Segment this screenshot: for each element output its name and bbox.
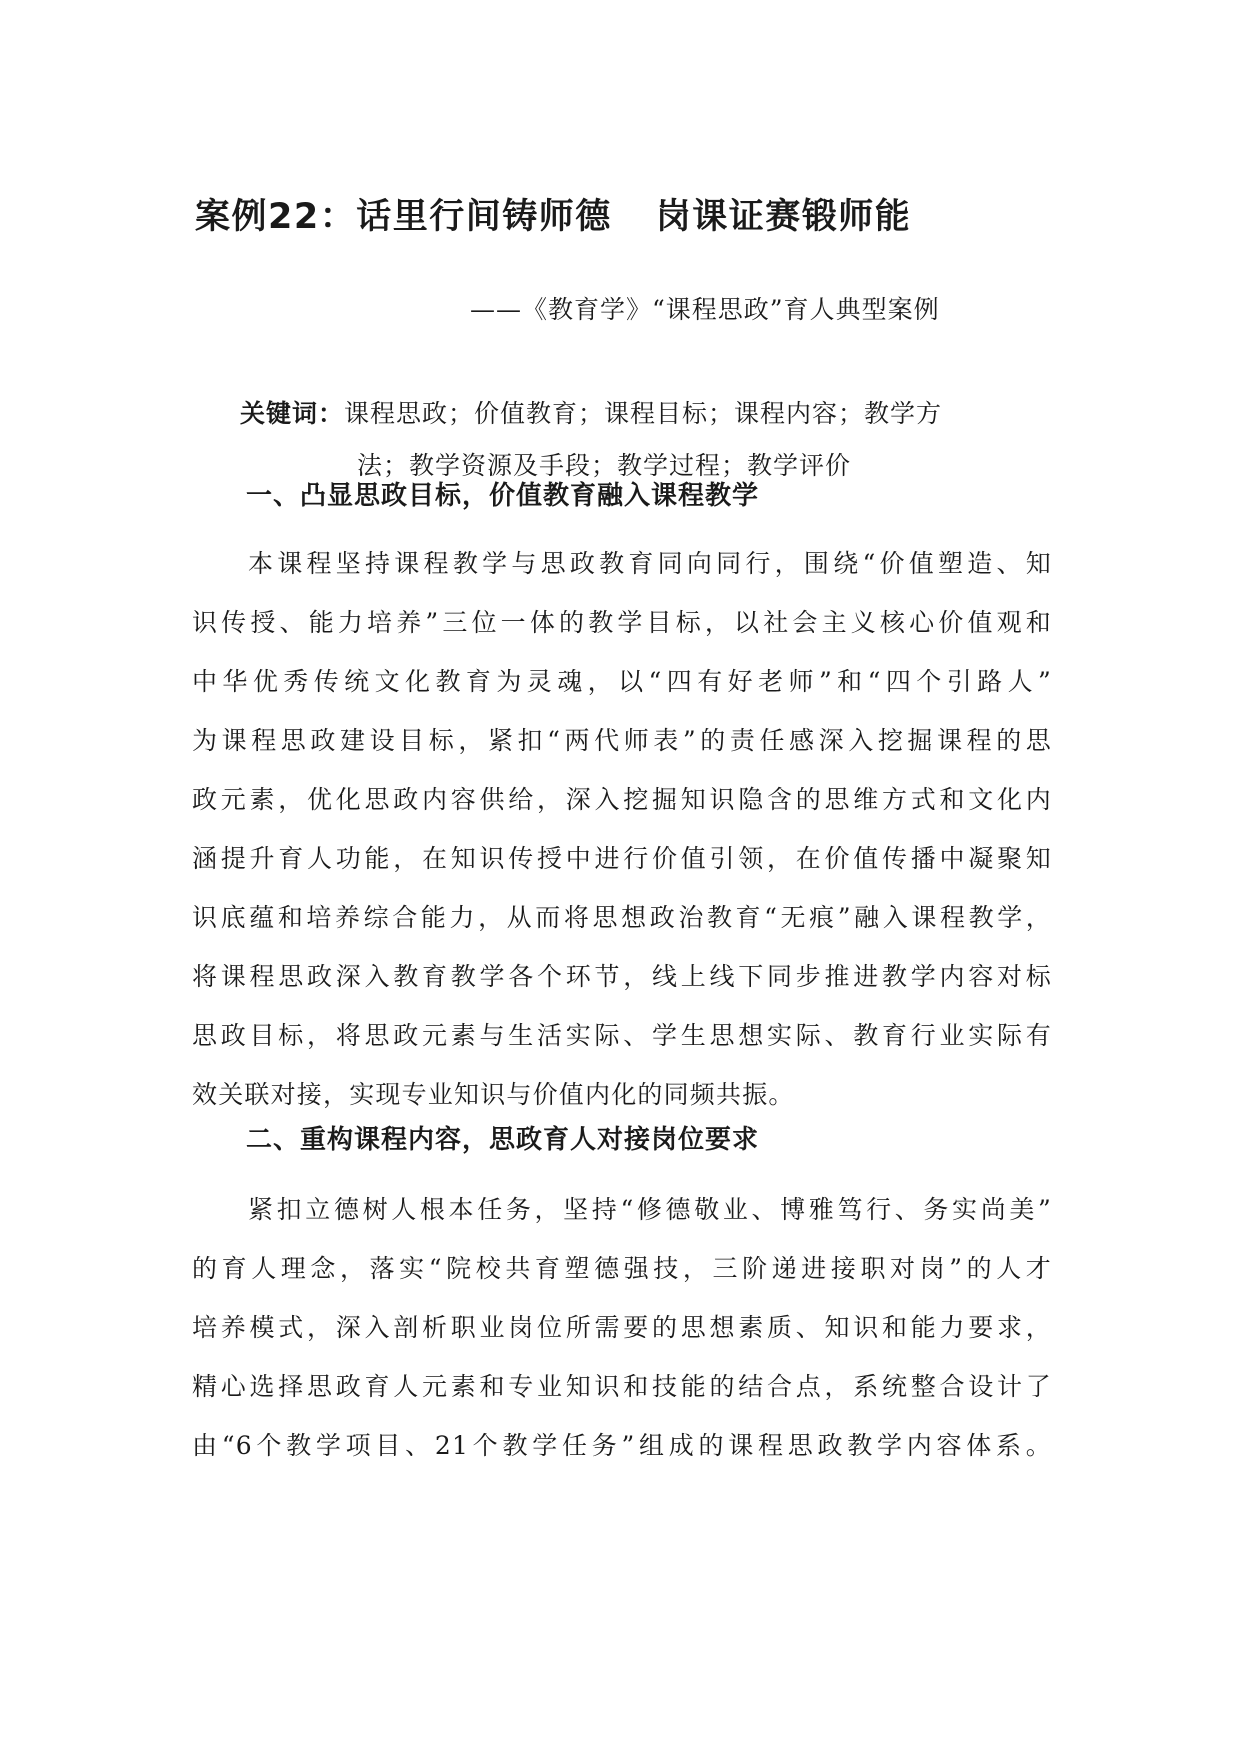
paragraph-line: 本课程坚持课程教学与思政教育同向同行，围绕“价值塑造、知 bbox=[248, 549, 1052, 578]
section-heading-1: 一、凸显思政目标，价值教育融入课程教学 bbox=[246, 481, 760, 511]
paragraph-line: 中华优秀传统文化教育为灵魂，以“四有好老师”和“四个引路人” bbox=[192, 667, 1052, 696]
section-heading-2: 二、重构课程内容，思政育人对接岗位要求 bbox=[246, 1125, 760, 1155]
keywords-line-1: 课程思政；价值教育；课程目标；课程内容；教学方 bbox=[344, 399, 943, 428]
section-paragraph-1 bbox=[192, 534, 1052, 1124]
section-paragraph-2 bbox=[192, 1180, 1052, 1475]
title-part-2: 岗课证赛锻师能 bbox=[655, 197, 912, 237]
paragraph-line: 紧扣立德树人根本任务，坚持“修德敬业、博雅笃行、务实尚美” bbox=[248, 1195, 1052, 1224]
paragraph-line: 由“6个教学项目、21个教学任务”组成的课程思政教学内容体系。 bbox=[192, 1431, 1052, 1460]
keywords-label: 关键词： bbox=[240, 399, 345, 428]
paragraph-line: 识底蕴和培养综合能力，从而将思想政治教育“无痕”融入课程教学， bbox=[192, 903, 1052, 932]
paragraph-line: 精心选择思政育人元素和专业知识和技能的结合点，系统整合设计了 bbox=[192, 1372, 1052, 1401]
paragraph-line: 培养模式，深入剖析职业岗位所需要的思想素质、知识和能力要求， bbox=[192, 1313, 1052, 1342]
document-subtitle: ——《教育学》“课程思政”育人典型案例 bbox=[470, 295, 940, 324]
title-part-1: 案例22：话里行间铸师德 bbox=[195, 197, 612, 237]
keywords-line-2: 法；教学资源及手段；教学过程；教学评价 bbox=[357, 451, 852, 480]
keywords-block bbox=[240, 388, 1040, 492]
document-title bbox=[195, 195, 1045, 239]
paragraph-line: 为课程思政建设目标，紧扣“两代师表”的责任感深入挖掘课程的思 bbox=[192, 726, 1052, 755]
paragraph-line: 思政目标，将思政元素与生活实际、学生思想实际、教育行业实际有 bbox=[192, 1021, 1052, 1050]
paragraph-line: 的育人理念，落实“院校共育塑德强技，三阶递进接职对岗”的人才 bbox=[192, 1254, 1052, 1283]
paragraph-line: 识传授、能力培养”三位一体的教学目标，以社会主义核心价值观和 bbox=[192, 608, 1052, 637]
paragraph-line: 将课程思政深入教育教学各个环节，线上线下同步推进教学内容对标 bbox=[192, 962, 1052, 991]
paragraph-line: 政元素，优化思政内容供给，深入挖掘知识隐含的思维方式和文化内 bbox=[192, 785, 1052, 814]
paragraph-line: 效关联对接，实现专业知识与价值内化的同频共振。 bbox=[192, 1080, 795, 1109]
paragraph-line: 涵提升育人功能，在知识传授中进行价值引领，在价值传播中凝聚知 bbox=[192, 844, 1052, 873]
